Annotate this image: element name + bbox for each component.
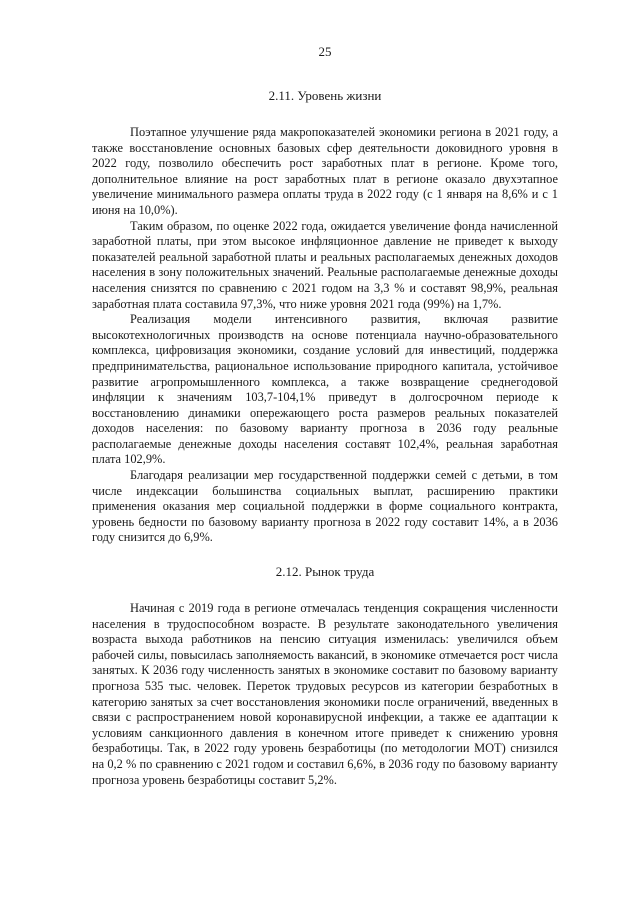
paragraph: Поэтапное улучшение ряда макропоказателей экономики региона в 2021 году, а также восстановление основных базовых сфер деятельности доковидного уровня в 2022 году, позволило обеспечить рост заработных плат в регионе. Кроме того, дополнительное влияние на рост заработных плат в регионе оказало двухэтапное увеличение минимального размера оплаты труда в 2022 году (с 1 января на 8,6% и с 1 июня на 10,0%). — [92, 125, 558, 217]
section-body-labor-market — [92, 601, 558, 788]
document-page — [92, 44, 558, 788]
paragraph: Реализация модели интенсивного развития, включая развитие высокотехнологичных производств на основе потенциала научно-образовательного комплекса, цифровизация экономики, создание условий для инвестиций, поддержка предпринимательства, рациональное использование природного капитала, устойчивое развитие агропромышленного комплекса, а также возвращение среднегодовой инфляции к значениям 103,7-104,1% приведут в долгосрочном периоде к восстановлению динамики опережающего роста размеров реальных показателей доходов населения: по базовому варианту прогноза в 2036 году реальные располагаемые денежные доходы населения составят 102,4%, реальная заработная плата 102,9%. — [92, 312, 558, 467]
paragraph: Начиная с 2019 года в регионе отмечалась тенденция сокращения численности населения в трудоспособном возрасте. В результате законодательного увеличения возраста выхода работников на пенсию ситуация изменилась: увеличился объем рабочей силы, повысилась заполняемость вакансий, в экономике отмечается рост числа занятых. К 2036 году численность занятых в экономике составит по базовому варианту прогноза 535 тыс. человек. Переток трудовых ресурсов из категории безработных в категорию занятых за счет восстановления экономики после ограничений, введенных в связи с распространением новой коронавирусной инфекции, а также ее адаптации к условиям санкционного давления в конечном итоге приведет к снижению уровня безработицы. Так, в 2022 году уровень безработицы (по методологии МОТ) снизился на 0,2 % по сравнению с 2021 годом и составил 6,6%, в 2036 году по базовому варианту прогноза уровень безработицы составит 5,2%. — [92, 601, 558, 787]
page-number: 25 — [318, 44, 332, 59]
section-body-living-standard — [92, 125, 558, 546]
paragraph: Таким образом, по оценке 2022 года, ожидается увеличение фонда начисленной заработной платы, при этом высокое инфляционное давление не приведет к выходу показателей реальной заработной платы и реальных располагаемых денежных доходов населения в зону положительных значений. Реальные располагаемые денежные доходы населения снизятся по сравнению с 2021 годом на 3,3 % и составят 98,9%, реальная заработная плата составила 97,3%, что ниже уровня 2021 года (99%) на 1,7%. — [92, 218, 558, 311]
paragraph: Благодаря реализации мер государственной поддержки семей с детьми, в том числе индексации большинства социальных выплат, расширению практики применения оказания мер социальной поддержки в форме социального контракта, уровень бедности по базовому варианту прогноза в 2022 году составит 14%, а в 2036 году снизится до 6,9%. — [92, 468, 558, 545]
section-title-labor-market: 2.12. Рынок труда — [275, 564, 375, 580]
section-title-living-standard: 2.11. Уровень жизни — [268, 88, 382, 103]
